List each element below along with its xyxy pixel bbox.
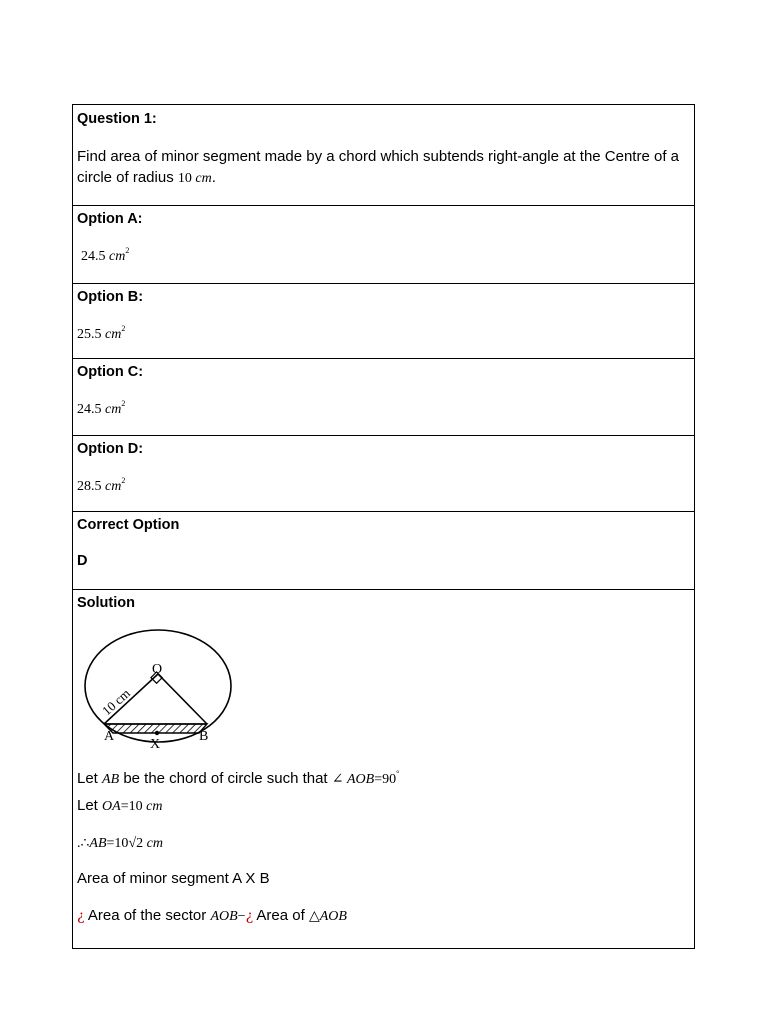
option-c-value[interactable]: 24.5 $cm^2$: [77, 399, 126, 417]
radius-value: 10 cm: [177, 171, 212, 186]
option-c-row: [73, 359, 694, 436]
label-b: B: [199, 729, 209, 744]
solution-line-1: Let AB be the chord of circle such that ∠ AOB=90°: [77, 769, 400, 787]
question-text: [77, 146, 686, 189]
question-sheet: [72, 104, 695, 949]
label-x: X: [150, 737, 161, 752]
label-a: A: [104, 729, 115, 744]
option-a-row: [73, 206, 694, 284]
solution-heading: Solution: [77, 595, 135, 611]
solution-line-4: Area of minor segment A X B: [77, 870, 270, 887]
label-o: O: [152, 662, 163, 677]
question-body: Find area of minor segment made by a chord which subtends right-angle at the Centre of a circle of radius: [77, 148, 679, 186]
correct-option-row: [73, 512, 694, 590]
question-row: [73, 105, 694, 206]
question-end: .: [211, 169, 216, 186]
option-a-heading: Option A:: [77, 211, 143, 227]
correct-option-value: D: [77, 553, 88, 569]
point-x-dot: [155, 731, 159, 735]
option-b-heading: Option B:: [77, 289, 144, 305]
circle-figure: [79, 628, 249, 758]
option-b-row: [73, 284, 694, 359]
option-d-heading: Option D:: [77, 441, 144, 457]
correct-option-heading: Correct Option: [77, 517, 180, 533]
question-heading: Question 1:: [77, 111, 157, 127]
option-c-heading: Option C:: [77, 364, 144, 380]
solution-line-2: Let OA=10 cm: [77, 797, 163, 814]
option-a-value[interactable]: 24.5 $cm^2$: [81, 246, 130, 264]
solution-line-5: ¿ Area of the sector AOB−¿ Area of △AOB: [77, 907, 347, 924]
option-d-row: [73, 436, 694, 512]
solution-row: [73, 590, 694, 948]
option-b-value[interactable]: 25.5 $cm^2$: [77, 324, 126, 342]
option-d-value[interactable]: 28.5 $cm^2$: [77, 476, 126, 494]
solution-line-3: .∴AB=10√2 cm: [77, 836, 163, 851]
radius-label: 10 cm: [98, 685, 133, 719]
